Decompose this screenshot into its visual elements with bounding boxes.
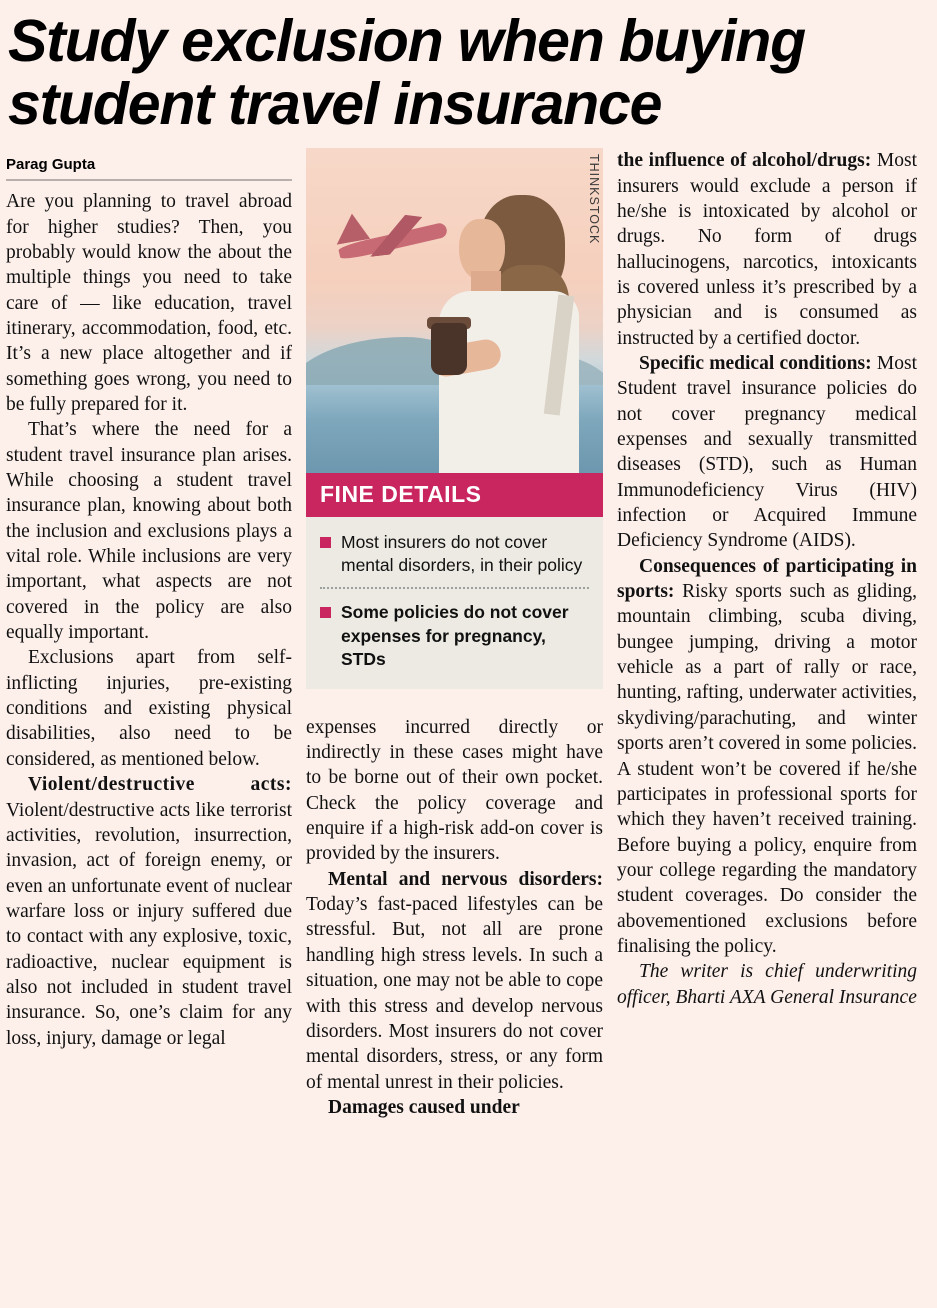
right-column bbox=[617, 148, 917, 1120]
author-signoff: The writer is chief underwriting officer, Bharti AXA General Insurance bbox=[617, 961, 917, 1008]
byline-divider bbox=[6, 179, 292, 181]
section-label: Specific medical conditions: bbox=[639, 353, 872, 374]
section-label: Mental and nervous disorders: bbox=[328, 868, 603, 890]
byline: Parag Gupta bbox=[6, 156, 96, 174]
paragraph: Are you planning to travel abroad for higher studies? Then, you probably would know the about the multiple things you need to take care of — like education, travel itinerary, accommodation, food, etc. It’s a new place altogether and if something goes wrong, you need to be fully prepared for it. bbox=[6, 191, 292, 415]
paragraph: Exclusions apart from self-inflicting injuries, pre-existing conditions and existing physical disabilities, also need to be considered, as mentioned below. bbox=[6, 647, 292, 770]
section-label: Consequences of participating in sports: bbox=[617, 555, 917, 603]
section-text: Risky sports such as gliding, mountain climbing, scuba diving, bungee jumping, driving a motor vehicle as a part of rally or race, hunting, rafting, underwater activities, skydiving/parachuting, and winter sports aren’t covered in some policies. A student won’t be covered if he/she participates in professional sports for which they haven’t received training. Before buying a policy, enquire from your college regarding the mandatory student coverages. Do consider the abovementioned exclusions before finalising the policy. bbox=[617, 581, 917, 957]
square-bullet-icon bbox=[320, 537, 331, 548]
paragraph-trailing bbox=[306, 1095, 603, 1120]
photo-credit: THINKSTOCK bbox=[587, 154, 601, 245]
section-label: the influence of alcohol/drugs: bbox=[617, 150, 872, 172]
article-photo bbox=[306, 148, 603, 473]
photo-traveller bbox=[429, 173, 603, 473]
section-text: Today’s fast-paced lifestyles can be stressful. But, not all are prone handling high stress levels. In such a situation, one may not be able to cope with this stress and develop nervous disorders. Most insurers do not cover mental disorders, stress, or any form of mental unrest in their policies. bbox=[306, 894, 603, 1093]
list-item bbox=[320, 531, 589, 577]
list-divider bbox=[320, 587, 589, 589]
paragraph-sports bbox=[617, 554, 917, 960]
left-column bbox=[6, 148, 306, 1120]
fine-details-title: FINE DETAILS bbox=[306, 473, 603, 517]
paragraph-alcohol-drugs bbox=[617, 148, 917, 351]
article-columns bbox=[0, 136, 937, 1120]
square-bullet-icon bbox=[320, 607, 331, 618]
section-text: Violent/destructive acts like terrorist activities, revolution, insurrection, invasion, act of foreign enemy, or even an unfortunate event of nuclear warfare loss or injury suffered due to contact with any explosive, toxic, radioactive, nuclear equipment is also not included in student travel insurance. So, one’s claim for any loss, injury, damage or legal bbox=[6, 799, 292, 1049]
list-item-text: Most insurers do not cover mental disorders, in their policy bbox=[341, 532, 583, 576]
fine-details-box bbox=[306, 517, 603, 688]
section-text: Most Student travel insurance policies do not cover pregnancy medical expenses and sexually transmitted diseases (STD), such as Human Immunodeficiency Virus (HIV) infection or Acquired Immune Deficiency Syndrome (AIDS). bbox=[617, 353, 917, 552]
middle-column bbox=[306, 148, 617, 1120]
section-label: Damages caused under bbox=[328, 1096, 520, 1118]
paragraph: That’s where the need for a student travel insurance plan arises. While choosing a student travel insurance plan, knowing about both the inclusion and exclusions plays a vital role. While inclusions are very important, what aspects are not covered in the policy are also equally important. bbox=[6, 419, 292, 644]
list-item bbox=[320, 601, 589, 670]
page-title: Study exclusion when buying student travel insurance bbox=[8, 8, 805, 138]
paragraph: expenses incurred directly or indirectly in these cases might have to be borne out of their own pocket. Check the policy coverage and enquire if a high-risk add-on cover is provided by the insurers. bbox=[306, 716, 603, 865]
paragraph-mental-disorders bbox=[306, 867, 603, 1095]
list-item-text: Some policies do not cover expenses for pregnancy, STDs bbox=[341, 602, 569, 669]
paragraph-violent-acts bbox=[6, 772, 292, 1051]
section-text: Most insurers would exclude a person if he/she is intoxicated by alcohol or drugs. No form of drugs hallucinogens, narcotics, intoxicants is covered unless it’s prescribed by a physician and is consumed as instructed by a certified doctor. bbox=[617, 150, 917, 349]
section-label: Violent/destructive acts: bbox=[28, 774, 292, 796]
paragraph-medical-conditions bbox=[617, 351, 917, 554]
